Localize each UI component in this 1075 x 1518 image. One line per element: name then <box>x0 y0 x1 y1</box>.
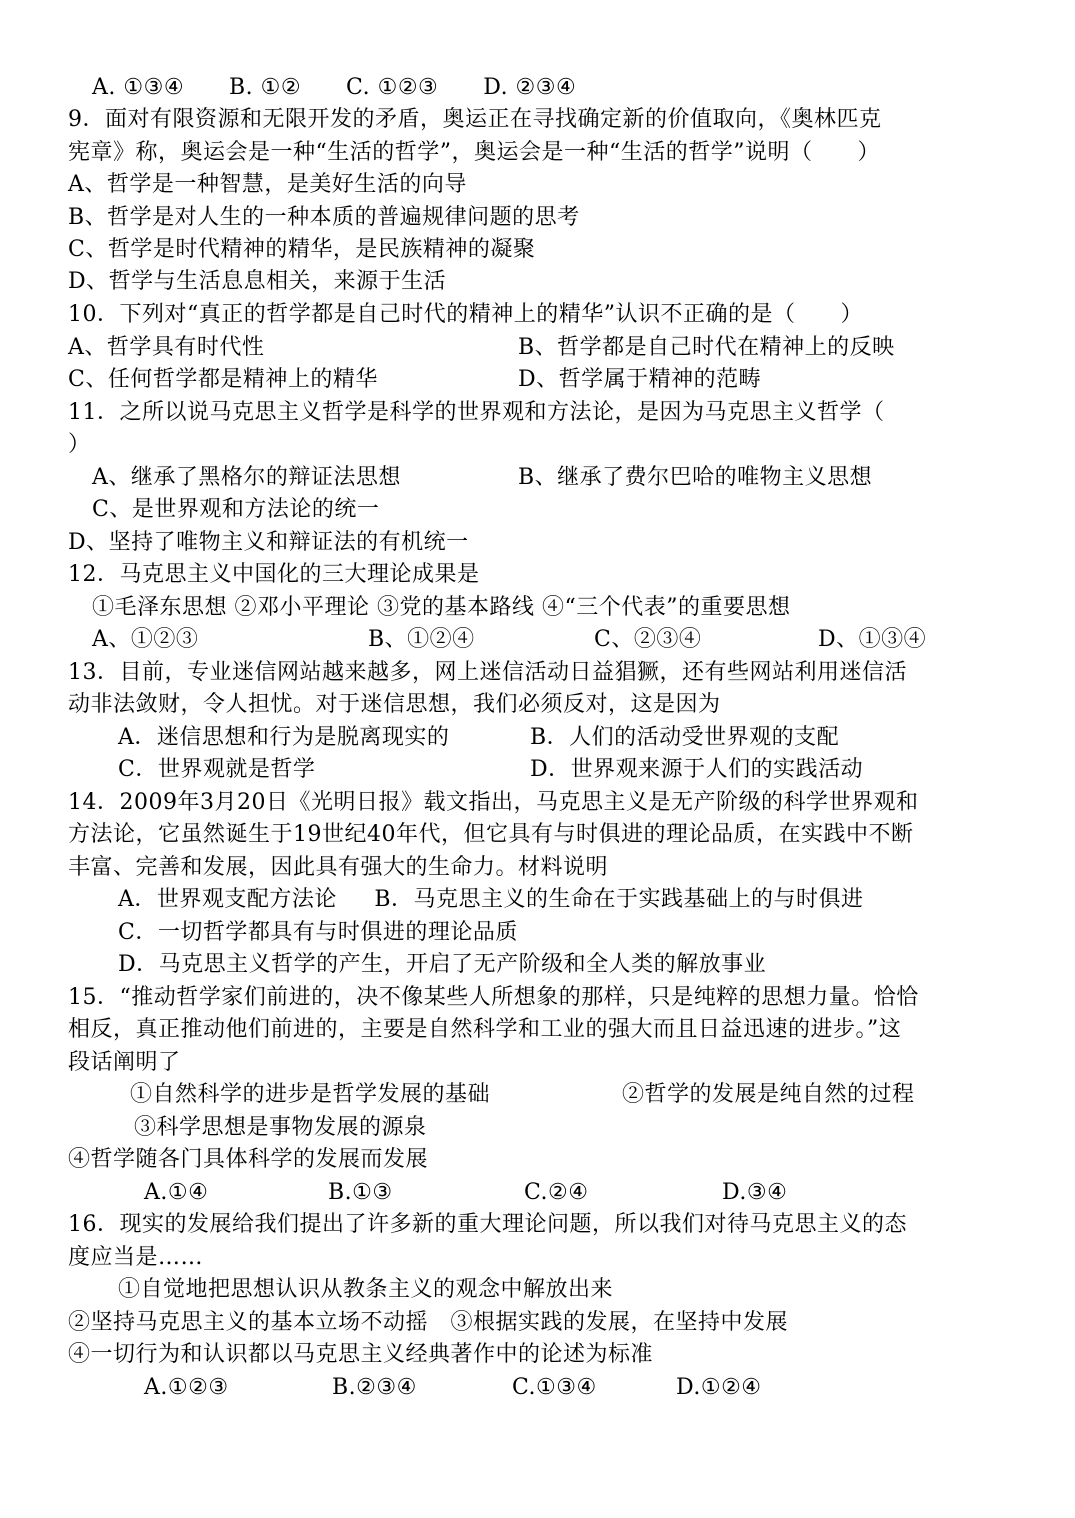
q14-stem-line2: 方法论，它虽然诞生于19世纪40年代，但它具有与时俱进的理论品质，在实践中不断 <box>68 822 914 847</box>
q16-option-b: B.②③④ <box>332 1375 417 1400</box>
q16-item-1: ①自觉地把思想认识从教条主义的观念中解放出来 <box>118 1277 614 1302</box>
q16-stem-line2: 度应当是…… <box>68 1245 204 1270</box>
q11-option-d: D、坚持了唯物主义和辩证法的有机统一 <box>68 530 469 555</box>
q10-stem: 10．下列对“真正的哲学都是自己时代的精神上的精华”认识不正确的是（ ） <box>68 302 863 327</box>
q16-option-a: A.①②③ <box>144 1375 229 1400</box>
q14-option-ab: A．世界观支配方法论 B．马克思主义的生命在于实践基础上的与时俱进 <box>118 887 864 912</box>
q15-item-4: ④哲学随各门具体科学的发展而发展 <box>68 1147 429 1172</box>
q16-option-d: D.①②④ <box>676 1375 762 1400</box>
q10-option-a: A、哲学具有时代性 <box>68 335 265 360</box>
q10-option-c: C、任何哲学都是精神上的精华 <box>68 367 378 392</box>
q14-option-c: C．一切哲学都具有与时俱进的理论品质 <box>118 920 518 945</box>
q9-option-b: B、哲学是对人生的一种本质的普遍规律问题的思考 <box>68 205 580 230</box>
q16-stem-line1: 16．现实的发展给我们提出了许多新的重大理论问题，所以我们对待马克思主义的态 <box>68 1212 907 1237</box>
q15-option-d: D.③④ <box>722 1180 788 1205</box>
q13-stem-line1: 13．目前，专业迷信网站越来越多，网上迷信活动日益猖獗，还有些网站利用迷信活 <box>68 660 907 685</box>
q11-option-c: C、是世界观和方法论的统一 <box>92 497 380 522</box>
q15-option-b: B.①③ <box>328 1180 393 1205</box>
q16-item-2-3: ②坚持马克思主义的基本立场不动摇 ③根据实践的发展，在坚持中发展 <box>68 1310 788 1335</box>
q9-option-a: A、哲学是一种智慧，是美好生活的向导 <box>68 172 467 197</box>
q9-option-d: D、哲学与生活息息相关，来源于生活 <box>68 269 447 294</box>
q12-option-a: A、①②③ <box>92 627 199 652</box>
q12-option-b: B、①②④ <box>368 627 475 652</box>
q12-items: ①毛泽东思想 ②邓小平理论 ③党的基本路线 ④“三个代表”的重要思想 <box>92 595 791 620</box>
q15-stem-line3: 段话阐明了 <box>68 1050 181 1075</box>
q9-stem-line1: 9．面对有限资源和无限开发的矛盾，奥运正在寻找确定新的价值取向，《奥林匹克 <box>68 107 882 132</box>
q11-stem-line1: 11．之所以说马克思主义哲学是科学的世界观和方法论，是因为马克思主义哲学（ <box>68 400 885 425</box>
q8-options: A. ①③④ B. ①② C. ①②③ D. ②③④ <box>92 75 577 100</box>
q15-item-1: ①自然科学的进步是哲学发展的基础 <box>130 1082 491 1107</box>
q13-option-c: C．世界观就是哲学 <box>118 757 316 782</box>
q14-option-d: D．马克思主义哲学的产生，开启了无产阶级和全人类的解放事业 <box>118 952 767 977</box>
q12-stem: 12．马克思主义中国化的三大理论成果是 <box>68 562 480 587</box>
q16-option-c: C.①③④ <box>512 1375 597 1400</box>
q12-option-c: C、②③④ <box>594 627 702 652</box>
q13-stem-line2: 动非法敛财，令人担忧。对于迷信思想，我们必须反对，这是因为 <box>68 692 721 717</box>
q13-option-a: A．迷信思想和行为是脱离现实的 <box>118 725 450 750</box>
q15-item-2: ②哲学的发展是纯自然的过程 <box>622 1082 915 1107</box>
q16-item-4: ④一切行为和认识都以马克思主义经典著作中的论述为标准 <box>68 1342 654 1367</box>
q15-stem-line1: 15．“推动哲学家们前进的，决不像某些人所想象的那样，只是纯粹的思想力量。恰恰 <box>68 985 919 1010</box>
q15-option-a: A.①④ <box>144 1180 209 1205</box>
q13-option-b: B．人们的活动受世界观的支配 <box>530 725 840 750</box>
q14-stem-line1: 14．2009年3月20日《光明日报》载文指出，马克思主义是无产阶级的科学世界观和 <box>68 790 919 815</box>
q15-stem-line2: 相反，真正推动他们前进的，主要是自然科学和工业的强大而且日益迅速的进步。”这 <box>68 1017 902 1042</box>
q11-stem-line2: ） <box>68 432 91 457</box>
q10-option-b: B、哲学都是自己时代在精神上的反映 <box>518 335 895 360</box>
q10-option-d: D、哲学属于精神的范畴 <box>518 367 762 392</box>
q12-option-d: D、①③④ <box>818 627 927 652</box>
q11-option-a: A、继承了黑格尔的辩证法思想 <box>92 465 401 490</box>
q15-item-3: ③科学思想是事物发展的源泉 <box>134 1115 427 1140</box>
q11-option-b: B、继承了费尔巴哈的唯物主义思想 <box>518 465 873 490</box>
q13-option-d: D．世界观来源于人们的实践活动 <box>530 757 864 782</box>
q9-option-c: C、哲学是时代精神的精华，是民族精神的凝聚 <box>68 237 536 262</box>
q14-stem-line3: 丰富、完善和发展，因此具有强大的生命力。材料说明 <box>68 855 609 880</box>
q15-option-c: C.②④ <box>524 1180 589 1205</box>
q9-stem-line2: 宪章》称，奥运会是一种“生活的哲学”，奥运会是一种“生活的哲学”说明（ ） <box>68 140 880 165</box>
